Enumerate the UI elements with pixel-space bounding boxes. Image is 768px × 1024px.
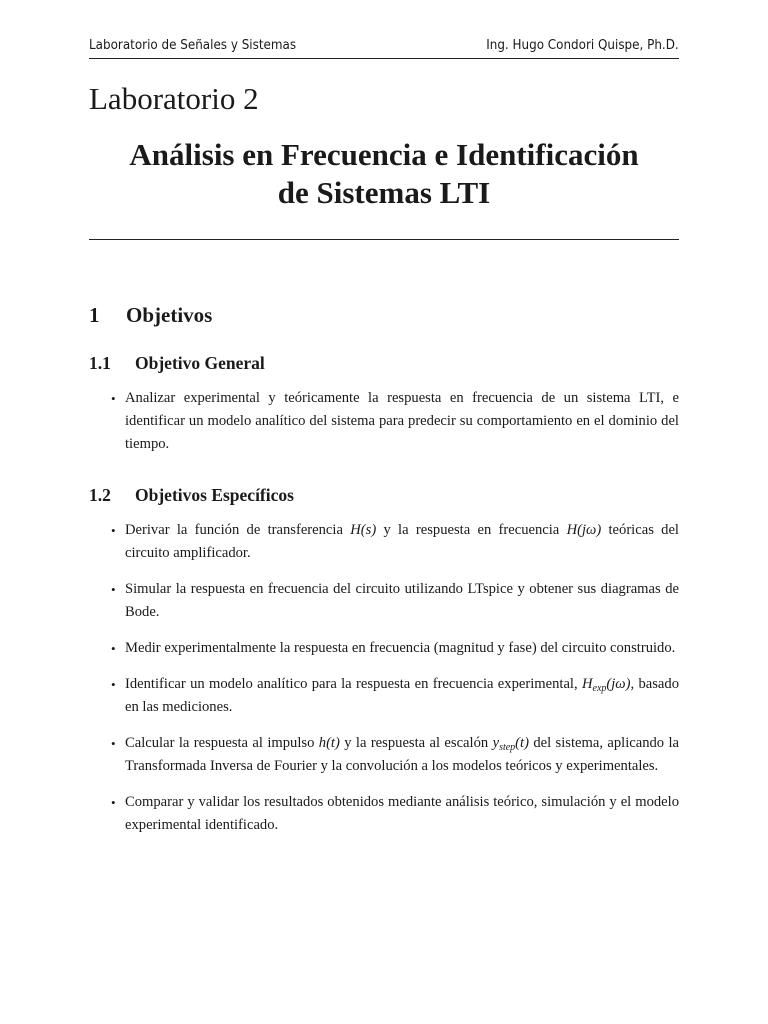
header-author: Ing. Hugo Condori Quispe, Ph.D.	[486, 38, 679, 53]
lab-title	[89, 136, 679, 212]
running-header	[89, 38, 679, 53]
list-item	[89, 578, 679, 624]
math-frequency-response: H(jω)	[566, 522, 602, 538]
bullet-icon: •	[111, 523, 116, 538]
math-transfer-function: H(s)	[350, 522, 377, 538]
subsection-objetivo-general	[89, 353, 265, 374]
item-text: Comparar y validar los resultados obtenidos mediante análisis teórico, simulación y el modelo experimental identificado.	[125, 794, 679, 833]
item-text: Analizar experimental y teóricamente la respuesta en frecuencia de un sistema LTI, e identificar un modelo analítico del sistema para predecir su comportamiento en el dominio del tiempo.	[125, 390, 679, 452]
bullet-icon: •	[111, 641, 116, 656]
title-rule	[89, 239, 679, 240]
math-experimental-model: $H_{exp}(j\omega)$	[581, 676, 631, 694]
list-item	[89, 387, 679, 456]
item-text: Medir experimentalmente la respuesta en frecuencia (magnitud y fase) del circuito construido.	[125, 640, 676, 656]
subsection-number: 1.2	[89, 485, 111, 505]
section-title: Objetivos	[126, 303, 213, 327]
bullet-icon: •	[111, 736, 116, 751]
list-item: • Derivar la función de transferencia H(s) y la respuesta en frecuencia H(jω) teóricas del circuito amplificador.	[89, 519, 679, 565]
header-course: Laboratorio de Señales y Sistemas	[89, 38, 297, 53]
math-step-response: $y_{step}(t)$	[492, 735, 529, 753]
bullet-icon: •	[111, 391, 116, 406]
list-item: • Identificar un modelo analítico para la respuesta en frecuencia experimental, $H_{exp}(j\omega)$, basado en las mediciones.	[89, 673, 679, 719]
section-objetivos	[89, 303, 212, 328]
specific-objectives-list	[89, 519, 679, 850]
header-rule	[89, 58, 679, 59]
subsection-objetivos-especificos	[89, 485, 294, 506]
list-item	[89, 791, 679, 837]
math-impulse-response: h(t)	[318, 735, 340, 751]
bullet-icon: •	[111, 677, 116, 692]
bullet-icon: •	[111, 582, 116, 597]
lab-title-line1: Análisis en Frecuencia e Identificación	[129, 137, 639, 172]
lab-title-line2: de Sistemas LTI	[277, 175, 491, 210]
lab-number: Laboratorio 2	[89, 81, 259, 116]
item-text: Simular la respuesta en frecuencia del circuito utilizando LTspice y obtener sus diagramas de Bode.	[125, 581, 679, 620]
general-objective-list	[89, 387, 679, 456]
bullet-icon: •	[111, 795, 116, 810]
subsection-title: Objetivo General	[135, 353, 265, 373]
list-item: • Calcular la respuesta al impulso h(t) y la respuesta al escalón $y_{step}(t)$ del sistema, aplicando la Transformada Inversa de Fourier y la convolución a los modelos teóricos y experimentales.	[89, 732, 679, 778]
subsection-number: 1.1	[89, 353, 111, 373]
section-number: 1	[89, 303, 100, 327]
subsection-title: Objetivos Específicos	[135, 485, 294, 505]
list-item	[89, 637, 679, 660]
